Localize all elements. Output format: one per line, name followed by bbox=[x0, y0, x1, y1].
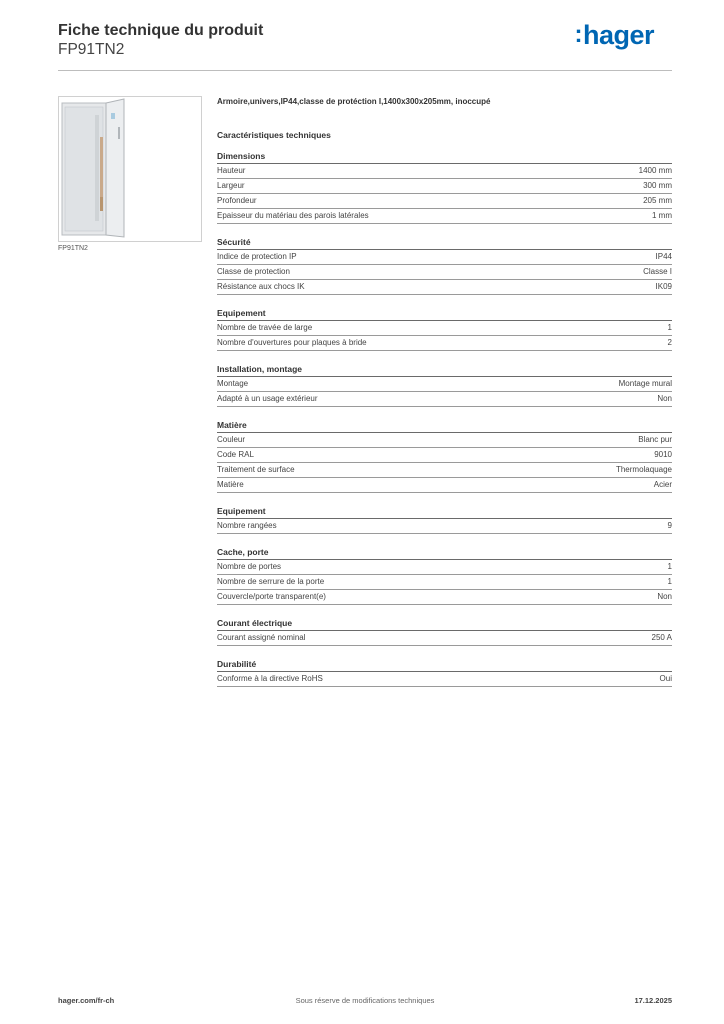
spec-section bbox=[217, 363, 672, 407]
spec-value: 205 mm bbox=[643, 196, 672, 205]
spec-row bbox=[217, 265, 672, 280]
cabinet-illustration bbox=[59, 97, 201, 241]
spec-value: 1 mm bbox=[652, 211, 672, 220]
spec-label: Indice de protection IP bbox=[217, 252, 297, 261]
tech-characteristics-title: Caractéristiques techniques bbox=[217, 130, 331, 140]
spec-value: 1 bbox=[667, 323, 672, 332]
spec-row bbox=[217, 672, 672, 687]
section-gap bbox=[217, 295, 672, 305]
footer-website: hager.com/fr-ch bbox=[58, 996, 115, 1005]
section-gap bbox=[217, 407, 672, 417]
spec-value: 1 bbox=[667, 562, 672, 571]
spec-label: Code RAL bbox=[217, 450, 254, 459]
spec-row bbox=[217, 590, 672, 605]
spec-label: Largeur bbox=[217, 181, 245, 190]
spec-value: IP44 bbox=[655, 252, 672, 261]
spec-value: 9010 bbox=[654, 450, 672, 459]
product-image bbox=[58, 96, 202, 242]
spec-section bbox=[217, 419, 672, 493]
spec-section bbox=[217, 505, 672, 534]
spec-section bbox=[217, 236, 672, 295]
section-title: Dimensions bbox=[217, 150, 672, 164]
spec-row bbox=[217, 463, 672, 478]
spec-value: 250 A bbox=[651, 633, 672, 642]
section-title: Sécurité bbox=[217, 236, 672, 250]
section-title: Durabilité bbox=[217, 658, 672, 672]
spec-label: Couleur bbox=[217, 435, 246, 444]
image-caption: FP91TN2 bbox=[58, 245, 88, 252]
section-title: Courant électrique bbox=[217, 617, 672, 631]
spec-label: Adapté à un usage extérieur bbox=[217, 394, 318, 403]
spec-label: Nombre d'ouvertures pour plaques à bride bbox=[217, 338, 367, 347]
section-gap bbox=[217, 605, 672, 615]
spec-row bbox=[217, 433, 672, 448]
spec-row bbox=[217, 448, 672, 463]
document-title: Fiche technique du produit bbox=[58, 22, 264, 39]
section-title: Cache, porte bbox=[217, 546, 672, 560]
footer-date: 17.12.2025 bbox=[634, 996, 672, 1005]
section-gap bbox=[217, 224, 672, 234]
spec-label: Nombre de portes bbox=[217, 562, 282, 571]
spec-row bbox=[217, 392, 672, 407]
spec-section bbox=[217, 546, 672, 605]
spec-label: Nombre de serrure de la porte bbox=[217, 577, 325, 586]
spec-section bbox=[217, 150, 672, 224]
section-title: Equipement bbox=[217, 505, 672, 519]
spec-row bbox=[217, 631, 672, 646]
spec-value: Classe I bbox=[643, 267, 672, 276]
spec-label: Profondeur bbox=[217, 196, 257, 205]
spec-value: Non bbox=[657, 592, 672, 601]
spec-row bbox=[217, 321, 672, 336]
spec-value: Non bbox=[657, 394, 672, 403]
spec-sections bbox=[217, 150, 672, 687]
section-title: Equipement bbox=[217, 307, 672, 321]
footer-disclaimer: Sous réserve de modifications techniques bbox=[295, 996, 435, 1005]
spec-value: IK09 bbox=[655, 282, 672, 291]
spec-row bbox=[217, 377, 672, 392]
spec-label: Traitement de surface bbox=[217, 465, 295, 474]
product-description: Armoire,univers,IP44,classe de protéction I,1400x300x205mm, inoccupé bbox=[217, 97, 491, 106]
section-gap bbox=[217, 493, 672, 503]
section-gap bbox=[217, 534, 672, 544]
spec-label: Résistance aux chocs IK bbox=[217, 282, 305, 291]
spec-label: Montage bbox=[217, 379, 249, 388]
spec-label: Nombre de travée de large bbox=[217, 323, 313, 332]
spec-value: Montage mural bbox=[618, 379, 672, 388]
spec-row bbox=[217, 250, 672, 265]
spec-label: Couvercle/porte transparent(e) bbox=[217, 592, 326, 601]
spec-section bbox=[217, 307, 672, 351]
spec-value: 9 bbox=[667, 521, 672, 530]
logo-text: hager bbox=[582, 20, 654, 50]
page-header bbox=[58, 20, 672, 71]
section-title: Matière bbox=[217, 419, 672, 433]
hager-logo: :hager bbox=[574, 20, 654, 50]
spec-row bbox=[217, 179, 672, 194]
spec-label: Courant assigné nominal bbox=[217, 633, 306, 642]
spec-label: Epaisseur du matériau des parois latérales bbox=[217, 211, 369, 220]
spec-label: Nombre rangées bbox=[217, 521, 277, 530]
spec-row bbox=[217, 209, 672, 224]
spec-value: Thermolaquage bbox=[615, 465, 672, 474]
spec-section bbox=[217, 617, 672, 646]
spec-row bbox=[217, 194, 672, 209]
page-footer bbox=[58, 996, 672, 1010]
spec-row bbox=[217, 164, 672, 179]
product-code: FP91TN2 bbox=[58, 41, 125, 58]
spec-row bbox=[217, 478, 672, 493]
spec-value: 2 bbox=[667, 338, 672, 347]
spec-value: Blanc pur bbox=[638, 435, 672, 444]
spec-section bbox=[217, 658, 672, 687]
spec-row bbox=[217, 336, 672, 351]
spec-value: Acier bbox=[653, 480, 672, 489]
spec-label: Conforme à la directive RoHS bbox=[217, 674, 323, 683]
spec-label: Matière bbox=[217, 480, 244, 489]
spec-row bbox=[217, 560, 672, 575]
spec-label: Hauteur bbox=[217, 166, 246, 175]
spec-value: 300 mm bbox=[643, 181, 672, 190]
section-title: Installation, montage bbox=[217, 363, 672, 377]
section-gap bbox=[217, 351, 672, 361]
spec-row bbox=[217, 575, 672, 590]
spec-row bbox=[217, 519, 672, 534]
spec-value: Oui bbox=[659, 674, 672, 683]
spec-row bbox=[217, 280, 672, 295]
spec-label: Classe de protection bbox=[217, 267, 290, 276]
spec-content bbox=[217, 96, 672, 687]
section-gap bbox=[217, 646, 672, 656]
spec-value: 1400 mm bbox=[638, 166, 672, 175]
spec-value: 1 bbox=[667, 577, 672, 586]
